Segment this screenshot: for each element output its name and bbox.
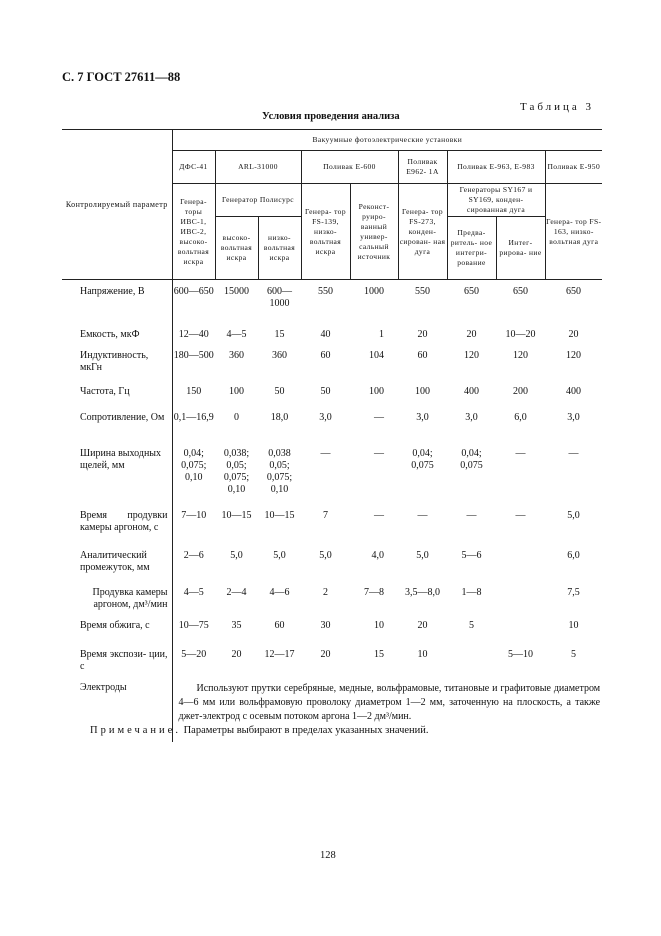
polivak963-header: Поливак Е-963, Е-983 [447, 151, 545, 184]
table-cell: 2—4 [226, 587, 247, 598]
row-label: Продувка камеры аргоном, дм³/мин [92, 587, 168, 610]
row-label: Сопротивление, Ом [80, 412, 165, 423]
table-cell: 5,0 [567, 510, 580, 521]
table-cell: 2 [323, 587, 328, 598]
table-cell: 60 [320, 350, 331, 361]
table-cell: 0,04; 0,075 [460, 448, 483, 471]
row-label: Время продувки камеры аргоном, с [80, 510, 168, 533]
table-cell: 5 [469, 620, 474, 631]
table-cell: 20 [417, 620, 428, 631]
table-row [62, 386, 602, 412]
row-label: Индуктивность, мкГн [80, 350, 149, 373]
table-cell: 15 [274, 329, 285, 340]
page-header: С. 7 ГОСТ 27611—88 [62, 70, 181, 84]
table-cell: 5—10 [508, 649, 533, 660]
table-cell: — [374, 448, 384, 459]
table-cell: 104 [369, 350, 384, 361]
table-cell: 10—15 [264, 510, 295, 521]
arl-a: высоко- вольтная искра [215, 217, 258, 280]
table-cell: 7 [323, 510, 328, 521]
table-cell [496, 550, 545, 587]
table-cell: 100 [369, 386, 384, 397]
table-title: Условия проведения анализа [262, 111, 400, 122]
table-cell: 5,0 [230, 550, 243, 561]
table-cell: 5—6 [461, 550, 482, 561]
arl-header: ARL-31000 [215, 151, 301, 184]
table-cell: 400 [566, 386, 582, 397]
table-cell: 5,0 [416, 550, 429, 561]
table-row [62, 412, 602, 448]
arl-sub: Генератор Полисурс [215, 184, 301, 217]
table-cell: 3,0 [465, 412, 478, 423]
note-text: Параметры выбирают в пределах указанных значений. [183, 725, 429, 736]
table-cell: 20 [466, 329, 477, 340]
table-cell: 60 [274, 620, 285, 631]
table-cell: 5—20 [172, 649, 215, 682]
table-cell: 120 [566, 350, 582, 361]
p963-sub: Генераторы SY167 и SY169, конден- сированная дуга [447, 184, 545, 217]
table-row [62, 448, 602, 510]
table-cell: 7,5 [567, 587, 580, 598]
table-cell: 30 [320, 620, 331, 631]
table-cell: 550 [415, 286, 430, 297]
table-cell: 0,038; 0,05; 0,075; 0,10 [223, 448, 250, 495]
analysis-conditions-table [62, 129, 602, 742]
table-cell: 4,0 [371, 550, 384, 561]
table-cell: 4—6 [269, 587, 290, 598]
table-cell: 0,038 0,05; 0,075; 0,10 [266, 448, 293, 495]
electrodes-label: Электроды [80, 682, 127, 693]
table-cell: 10 [568, 620, 579, 631]
table-cell: 5 [571, 649, 577, 660]
table-cell: 5,0 [273, 550, 286, 561]
dfs-sub: Генера- торы ИВС-1, ИВС-2, высоко- вольтная искра [172, 184, 215, 280]
table-cell: 120 [513, 350, 528, 361]
table-cell: 20 [568, 329, 579, 340]
table-cell: 650 [566, 286, 582, 297]
p600-b: Реконст- руиро- ванный универ- сальный источник [350, 184, 398, 280]
table-cell: 100 [229, 386, 244, 397]
arl-b: низко- вольтная искра [258, 217, 301, 280]
table-cell: 20 [417, 329, 428, 340]
row-label: Время обжига, с [80, 620, 150, 631]
table-cell: 10—20 [505, 329, 536, 340]
table-cell: 3,0 [567, 412, 580, 423]
table-cell: 3,5—8,0 [405, 587, 440, 598]
table-cell: — [515, 448, 526, 459]
table-cell: 0,1—16,9 [172, 412, 215, 448]
table-row [62, 280, 602, 330]
table-cell: 120 [464, 350, 479, 361]
page-number: 128 [320, 850, 336, 861]
table-cell: 40 [320, 329, 331, 340]
table-cell: 1 [379, 329, 384, 340]
table-cell: 5,0 [319, 550, 332, 561]
p950-sub: Генера- тор FS-163, низко- вольтная дуга [545, 184, 602, 280]
param-header: Контролируемый параметр [62, 130, 172, 280]
table-cell: 360 [272, 350, 287, 361]
table-row [62, 350, 602, 386]
table-cell: 6,0 [567, 550, 580, 561]
table-row [62, 587, 602, 620]
polivak950-header: Поливак Е-950 [545, 151, 602, 184]
table-cell [496, 587, 545, 620]
table-cell: 180—500 [172, 350, 215, 386]
row-label: Аналитический промежуток, мм [80, 550, 150, 573]
table-cell: 360 [229, 350, 244, 361]
table-cell: — [417, 510, 428, 521]
row-label: Емкость, мкФ [80, 329, 140, 340]
table-cell: 0,04; 0,075 [411, 448, 434, 471]
table-cell: 10 [417, 649, 428, 660]
table-cell: — [374, 412, 384, 423]
table-cell: 20 [231, 649, 242, 660]
table-cell: 35 [231, 620, 242, 631]
table-row [62, 510, 602, 550]
table-cell: 7—8 [364, 587, 384, 598]
polivak600-header: Поливак Е-600 [301, 151, 398, 184]
table-cell: 60 [417, 350, 428, 361]
table-cell: 0 [234, 412, 239, 423]
table-cell: 600—650 [172, 280, 215, 330]
table-cell: 3,0 [319, 412, 332, 423]
table-row [62, 550, 602, 587]
table-cell: — [374, 510, 384, 521]
table-cell: 12—40 [172, 329, 215, 350]
table-row [62, 329, 602, 350]
row-label: Частота, Гц [80, 386, 130, 397]
polivak962-header: Поливак Е962- 1А [398, 151, 447, 184]
p962-sub: Генера- тор FS-273, конден- сирован- ная дуга [398, 184, 447, 280]
table-cell: 7—10 [172, 510, 215, 550]
table-row [62, 649, 602, 682]
table-cell: 2—6 [172, 550, 215, 587]
table-number: Таблица 3 [520, 101, 595, 113]
table-cell: 18,0 [270, 412, 289, 423]
table-cell: 100 [415, 386, 430, 397]
table-cell: — [466, 510, 477, 521]
table-cell: 650 [464, 286, 479, 297]
table-cell: 20 [320, 649, 331, 660]
table-cell: 50 [320, 386, 331, 397]
table-cell: — [320, 448, 331, 459]
table-cell: 15 [374, 649, 384, 660]
table-cell: 150 [172, 386, 215, 412]
table-cell: — [515, 510, 526, 521]
table-cell: 1—8 [461, 587, 482, 598]
table-row [62, 620, 602, 649]
table-cell: 200 [513, 386, 528, 397]
row-label: Время экспози- ции, с [80, 649, 168, 672]
table-cell: 650 [513, 286, 528, 297]
table-cell: 4—5 [172, 587, 215, 620]
table-cell: 600— 1000 [267, 286, 292, 309]
table-cell: 15000 [224, 286, 249, 297]
table-cell: 3,0 [416, 412, 429, 423]
table-cell: 6,0 [514, 412, 527, 423]
row-label: Ширина выходных щелей, мм [80, 448, 162, 471]
table-cell: 50 [274, 386, 285, 397]
row-label: Напряжение, В [80, 286, 145, 297]
table-cell: 12—17 [264, 649, 295, 660]
table-note [90, 725, 429, 736]
table-cell: 10 [374, 620, 384, 631]
table-cell: 4—5 [226, 329, 247, 340]
table-cell: 550 [318, 286, 333, 297]
table-cell: 10—15 [221, 510, 252, 521]
note-lead: Примечание. [90, 725, 181, 736]
dfs-header: ДФС-41 [172, 151, 215, 184]
table-cell [447, 649, 496, 682]
table-cell: 400 [464, 386, 479, 397]
table-cell: 10—75 [172, 620, 215, 649]
table-cell: — [568, 448, 579, 459]
p963-a: Предва- ритель- ное интегри- рование [447, 217, 496, 280]
table-cell: 1000 [364, 286, 384, 297]
p963-b: Интег- рирова- ние [496, 217, 545, 280]
table-cell [496, 620, 545, 649]
table-cell: 0,04; 0,075; 0,10 [172, 448, 215, 510]
p600-a: Генера- тор FS-139, низко- вольтная искра [301, 184, 350, 280]
group-header: Вакуумные фотоэлектрические установки [172, 130, 602, 151]
electrodes-text: Используют прутки серебряные, медные, вольфрамовые, титановые и графитовые диаметром 4—6 мм или вольфрамовую проволоку диаметром 1—2 мм, заточенную на плоскость, а также джет-электрод с осевым потоком аргона 1—2 дм³/мин. [172, 682, 602, 742]
